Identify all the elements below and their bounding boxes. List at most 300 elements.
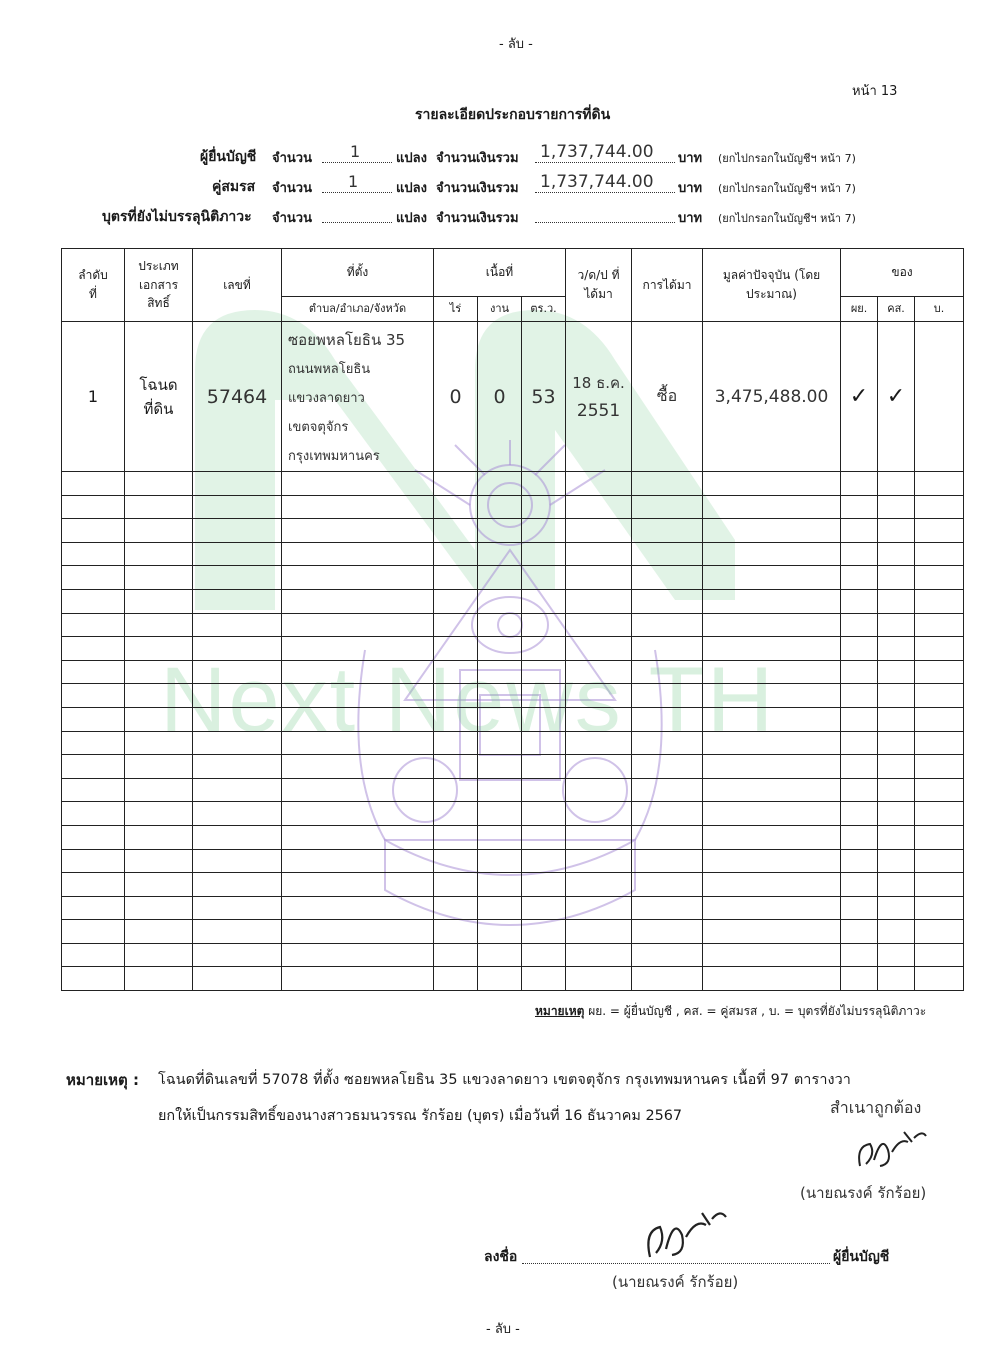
table-cell-empty	[703, 825, 841, 849]
table-cell-empty	[434, 707, 478, 731]
table-cell-empty	[915, 967, 964, 991]
table-cell-empty	[434, 731, 478, 755]
table-cell-empty	[566, 566, 632, 590]
location-line: กรุงเทพมหานคร	[288, 449, 380, 464]
certify-name: (นายณรงค์ รักร้อย)	[800, 1184, 927, 1202]
table-cell-empty	[478, 967, 522, 991]
table-cell-empty	[478, 613, 522, 637]
table-cell-empty	[434, 519, 478, 543]
table-cell-empty	[841, 778, 878, 802]
table-cell-empty	[566, 920, 632, 944]
table-cell-empty	[125, 967, 193, 991]
table-cell-empty	[703, 849, 841, 873]
table-cell-empty	[566, 778, 632, 802]
table-cell-empty	[841, 495, 878, 519]
table-cell-empty	[703, 684, 841, 708]
table-cell-empty	[632, 519, 703, 543]
table-cell-empty	[566, 660, 632, 684]
classification-top: - ลับ -	[499, 37, 533, 52]
table-cell-empty	[878, 849, 915, 873]
row-rai: 0	[434, 322, 478, 472]
table-cell-empty	[915, 613, 964, 637]
table-cell-empty	[62, 755, 125, 779]
table-cell-empty	[125, 943, 193, 967]
table-cell-empty	[878, 967, 915, 991]
table-cell-empty	[522, 613, 566, 637]
summary-note: (ยกไปกรอกในบัญชีฯ หน้า 7)	[718, 182, 856, 195]
table-cell-empty	[62, 542, 125, 566]
summary-total: 1,737,744.00	[540, 172, 654, 192]
table-cell-empty	[878, 707, 915, 731]
table-cell-empty	[478, 589, 522, 613]
table-cell-empty	[915, 472, 964, 496]
header-owner-self: ผย.	[841, 297, 878, 322]
table-cell-empty	[125, 684, 193, 708]
table-cell-empty	[632, 707, 703, 731]
sign-name: (นายณรงค์ รักร้อย)	[612, 1273, 739, 1291]
table-cell-empty	[125, 495, 193, 519]
remark-line-2: ยกให้เป็นกรรมสิทธิ์ของนางสาวธมนวรรณ รักร้อย (บุตร) เมื่อวันที่ 16 ธันวาคม 2567	[158, 1108, 683, 1124]
table-row-empty	[62, 896, 964, 920]
table-cell-empty	[703, 472, 841, 496]
table-cell-empty	[703, 778, 841, 802]
table-cell-empty	[841, 967, 878, 991]
summary-count-label: จำนวน	[272, 181, 312, 196]
table-cell-empty	[703, 613, 841, 637]
table-row-empty	[62, 472, 964, 496]
table-cell-empty	[522, 778, 566, 802]
table-cell-empty	[478, 542, 522, 566]
table-cell-empty	[193, 495, 282, 519]
table-cell-empty	[703, 731, 841, 755]
table-cell-empty	[62, 849, 125, 873]
table-cell-empty	[282, 825, 434, 849]
table-cell-empty	[125, 849, 193, 873]
table-cell-empty	[193, 943, 282, 967]
sign-label: ลงชื่อ	[484, 1249, 518, 1265]
table-cell-empty	[632, 920, 703, 944]
classification-bottom: - ลับ -	[486, 1322, 520, 1337]
table-cell-empty	[62, 967, 125, 991]
header-no: ลำดับ ที่	[62, 249, 125, 322]
header-owner-child: บ.	[915, 297, 964, 322]
table-cell-empty	[522, 589, 566, 613]
table-cell-empty	[193, 542, 282, 566]
table-cell-empty	[878, 637, 915, 661]
table-cell-empty	[841, 660, 878, 684]
row-wa: 53	[522, 322, 566, 472]
table-cell-empty	[915, 755, 964, 779]
empty-rows	[62, 472, 964, 991]
table-cell-empty	[282, 873, 434, 897]
table-cell-empty	[566, 637, 632, 661]
table-cell-empty	[566, 849, 632, 873]
table-cell-empty	[632, 495, 703, 519]
table-cell-empty	[632, 967, 703, 991]
summary-total-label: จำนวนเงินรวม	[436, 211, 519, 226]
table-cell-empty	[915, 684, 964, 708]
table-cell-empty	[478, 472, 522, 496]
table-row-empty	[62, 589, 964, 613]
table-cell-empty	[282, 967, 434, 991]
header-owner: ของ	[841, 249, 964, 297]
table-cell-empty	[478, 519, 522, 543]
table-cell-empty	[125, 660, 193, 684]
table-cell-empty	[434, 472, 478, 496]
table-cell-empty	[632, 566, 703, 590]
summary-note: (ยกไปกรอกในบัญชีฯ หน้า 7)	[718, 152, 856, 165]
table-cell-empty	[62, 589, 125, 613]
table-cell-empty	[193, 637, 282, 661]
table-cell-empty	[193, 873, 282, 897]
table-cell-empty	[478, 684, 522, 708]
table-cell-empty	[478, 896, 522, 920]
table-cell-empty	[125, 825, 193, 849]
table-cell-empty	[915, 519, 964, 543]
table-cell-empty	[125, 778, 193, 802]
table-cell-empty	[282, 660, 434, 684]
table-cell-empty	[193, 778, 282, 802]
table-cell-empty	[125, 472, 193, 496]
table-cell-empty	[282, 684, 434, 708]
table-cell-empty	[703, 920, 841, 944]
table-cell-empty	[841, 542, 878, 566]
table-cell-empty	[522, 472, 566, 496]
table-cell-empty	[478, 849, 522, 873]
table-cell-empty	[125, 873, 193, 897]
summary-unit: แปลง	[396, 181, 427, 196]
table-cell-empty	[878, 731, 915, 755]
table-cell-empty	[878, 943, 915, 967]
table-cell-empty	[434, 613, 478, 637]
table-cell-empty	[566, 896, 632, 920]
table-cell-empty	[841, 472, 878, 496]
table-cell-empty	[282, 613, 434, 637]
table-cell-empty	[434, 920, 478, 944]
table-cell-empty	[434, 825, 478, 849]
table-cell-empty	[282, 755, 434, 779]
table-cell-empty	[915, 778, 964, 802]
table-cell-empty	[522, 896, 566, 920]
table-cell-empty	[522, 967, 566, 991]
table-cell-empty	[125, 896, 193, 920]
table-row-empty	[62, 825, 964, 849]
table-cell-empty	[566, 472, 632, 496]
table-cell-empty	[62, 495, 125, 519]
legend-text: ผย. = ผู้ยื่นบัญชี , คส. = คู่สมรส , บ. = บุตรที่ยังไม่บรรลุนิติภาวะ	[588, 1004, 927, 1018]
row-acquire: ซื้อ	[632, 322, 703, 472]
table-cell-empty	[62, 637, 125, 661]
table-cell-empty	[62, 684, 125, 708]
table-cell-empty	[703, 495, 841, 519]
table-cell-empty	[522, 566, 566, 590]
table-cell-empty	[915, 707, 964, 731]
header-area-ngan: งาน	[478, 297, 522, 322]
table-cell-empty	[632, 472, 703, 496]
summary-total-label: จำนวนเงินรวม	[436, 181, 519, 196]
table-cell-empty	[434, 896, 478, 920]
table-cell-empty	[522, 802, 566, 826]
table-cell-empty	[878, 873, 915, 897]
table-cell-empty	[478, 731, 522, 755]
table-cell-empty	[478, 755, 522, 779]
summary-label: คู่สมรส	[212, 179, 256, 195]
table-cell-empty	[434, 943, 478, 967]
table-cell-empty	[566, 613, 632, 637]
table-cell-empty	[703, 967, 841, 991]
row-location	[282, 322, 434, 472]
table-cell-empty	[566, 967, 632, 991]
table-cell-empty	[193, 825, 282, 849]
table-cell-empty	[193, 566, 282, 590]
table-cell-empty	[193, 896, 282, 920]
table-cell-empty	[703, 566, 841, 590]
table-cell-empty	[915, 731, 964, 755]
table-cell-empty	[522, 542, 566, 566]
table-cell-empty	[434, 660, 478, 684]
table-cell-empty	[878, 613, 915, 637]
table-cell-empty	[632, 943, 703, 967]
summary-note: (ยกไปกรอกในบัญชีฯ หน้า 7)	[718, 212, 856, 225]
table-cell-empty	[193, 967, 282, 991]
table-cell-empty	[125, 920, 193, 944]
table-cell-empty	[878, 802, 915, 826]
table-cell-empty	[434, 684, 478, 708]
table-cell-empty	[434, 755, 478, 779]
signature-image	[640, 1195, 730, 1265]
table-row-empty	[62, 495, 964, 519]
table-cell-empty	[522, 755, 566, 779]
table-cell-empty	[62, 707, 125, 731]
summary-currency: บาท	[678, 181, 703, 196]
summary-total: 1,737,744.00	[540, 142, 654, 162]
table-cell-empty	[434, 495, 478, 519]
table-cell-empty	[125, 589, 193, 613]
table-cell-empty	[878, 778, 915, 802]
table-cell-empty	[434, 873, 478, 897]
header-acquire: การได้มา	[632, 249, 703, 322]
table-cell-empty	[193, 920, 282, 944]
table-row-empty	[62, 660, 964, 684]
header-doc-type: ประเภท เอกสาร สิทธิ์	[125, 249, 193, 322]
table-row-empty	[62, 755, 964, 779]
table-cell-empty	[193, 519, 282, 543]
table-cell-empty	[125, 637, 193, 661]
table-cell-empty	[915, 589, 964, 613]
table-cell-empty	[434, 967, 478, 991]
table-cell-empty	[632, 825, 703, 849]
table-cell-empty	[62, 825, 125, 849]
table-cell-empty	[62, 731, 125, 755]
table-cell-empty	[566, 707, 632, 731]
table-cell-empty	[478, 778, 522, 802]
header-area: เนื้อที่	[434, 249, 566, 297]
table-row-empty	[62, 920, 964, 944]
table-cell-empty	[434, 637, 478, 661]
table-cell-empty	[841, 684, 878, 708]
table-cell-empty	[62, 472, 125, 496]
table-cell-empty	[841, 755, 878, 779]
table-cell-empty	[841, 802, 878, 826]
table-cell-empty	[632, 589, 703, 613]
summary-count-label: จำนวน	[272, 151, 312, 166]
table-cell-empty	[282, 731, 434, 755]
table-cell-empty	[282, 637, 434, 661]
table-cell-empty	[632, 613, 703, 637]
table-cell-empty	[703, 660, 841, 684]
table-cell-empty	[193, 589, 282, 613]
table-cell-empty	[125, 731, 193, 755]
table-cell-empty	[632, 684, 703, 708]
row-ngan: 0	[478, 322, 522, 472]
table-cell-empty	[703, 637, 841, 661]
table-cell-empty	[62, 566, 125, 590]
check-icon: ✓	[841, 322, 878, 472]
header-location-sub: ตำบล/อำเภอ/จังหวัด	[282, 297, 434, 322]
table-cell-empty	[522, 637, 566, 661]
table-cell-empty	[62, 896, 125, 920]
table-cell-empty	[434, 566, 478, 590]
table-row	[62, 322, 964, 472]
table-cell-empty	[915, 566, 964, 590]
location-line: เขตจตุจักร	[288, 420, 349, 435]
table-row-empty	[62, 707, 964, 731]
table-cell-empty	[632, 778, 703, 802]
table-cell-empty	[62, 920, 125, 944]
table-cell-empty	[915, 849, 964, 873]
table-cell-empty	[434, 778, 478, 802]
summary-count-label: จำนวน	[272, 211, 312, 226]
table-cell-empty	[915, 495, 964, 519]
table-cell-empty	[193, 802, 282, 826]
table-cell-empty	[632, 896, 703, 920]
table-cell-empty	[193, 684, 282, 708]
table-cell-empty	[282, 802, 434, 826]
table-cell-empty	[522, 707, 566, 731]
table-row-empty	[62, 731, 964, 755]
table-row-empty	[62, 613, 964, 637]
table-cell-empty	[125, 755, 193, 779]
certify-signature	[852, 1120, 932, 1176]
table-legend	[535, 1002, 926, 1021]
table-cell-empty	[282, 519, 434, 543]
table-cell-empty	[566, 589, 632, 613]
header-area-wa: ตร.ว.	[522, 297, 566, 322]
table-row-empty	[62, 519, 964, 543]
table-row-empty	[62, 849, 964, 873]
table-cell-empty	[282, 920, 434, 944]
table-cell-empty	[566, 731, 632, 755]
row-value: 3,475,488.00	[703, 322, 841, 472]
table-row-empty	[62, 542, 964, 566]
table-cell-empty	[703, 519, 841, 543]
table-cell-empty	[193, 707, 282, 731]
table-cell-empty	[632, 637, 703, 661]
table-cell-empty	[566, 825, 632, 849]
summary-label: บุตรที่ยังไม่บรรลุนิติภาวะ	[102, 209, 252, 225]
table-row-empty	[62, 873, 964, 897]
summary-currency: บาท	[678, 151, 703, 166]
table-cell-empty	[522, 731, 566, 755]
table-cell-empty	[62, 802, 125, 826]
table-cell-empty	[632, 802, 703, 826]
table-cell-empty	[478, 660, 522, 684]
table-cell-empty	[125, 707, 193, 731]
table-cell-empty	[878, 755, 915, 779]
table-cell-empty	[282, 472, 434, 496]
table-cell-empty	[282, 778, 434, 802]
table-cell-empty	[282, 849, 434, 873]
table-cell-empty	[841, 613, 878, 637]
table-cell-empty	[878, 589, 915, 613]
table-cell-empty	[62, 613, 125, 637]
table-row-empty	[62, 778, 964, 802]
table-cell-empty	[193, 849, 282, 873]
table-cell-empty	[841, 943, 878, 967]
table-cell-empty	[841, 519, 878, 543]
table-cell-empty	[478, 566, 522, 590]
table-cell-empty	[434, 849, 478, 873]
table-cell-empty	[566, 943, 632, 967]
table-cell-empty	[878, 684, 915, 708]
table-cell-empty	[522, 660, 566, 684]
row-date-day-month: 18 ธ.ค.	[572, 373, 625, 392]
table-cell-empty	[841, 731, 878, 755]
table-cell-empty	[915, 637, 964, 661]
table-cell-empty	[632, 660, 703, 684]
table-cell-empty	[878, 495, 915, 519]
table-cell-empty	[632, 873, 703, 897]
table-row-empty	[62, 684, 964, 708]
table-cell-empty	[522, 849, 566, 873]
table-cell-empty	[915, 943, 964, 967]
table-cell-empty	[193, 472, 282, 496]
table-cell-empty	[193, 731, 282, 755]
table-cell-empty	[915, 920, 964, 944]
table-cell-empty	[522, 684, 566, 708]
table-row-empty	[62, 566, 964, 590]
summary-currency: บาท	[678, 211, 703, 226]
summary-label: ผู้ยื่นบัญชี	[200, 149, 257, 165]
table-cell-empty	[125, 802, 193, 826]
location-line: ถนนพหลโยธิน	[288, 362, 371, 377]
table-cell-empty	[478, 637, 522, 661]
location-line: ซอยพหลโยธิน 35	[288, 331, 406, 349]
table-cell-empty	[478, 495, 522, 519]
row-doc-no: 57464	[193, 322, 282, 472]
table-cell-empty	[478, 802, 522, 826]
table-cell-empty	[878, 542, 915, 566]
table-cell-empty	[632, 542, 703, 566]
table-cell-empty	[841, 637, 878, 661]
table-cell-empty	[841, 589, 878, 613]
table-cell-empty	[915, 542, 964, 566]
table-cell-empty	[566, 873, 632, 897]
table-cell-empty	[125, 519, 193, 543]
table-cell-empty	[282, 495, 434, 519]
watermark-text: Next News TH	[160, 649, 776, 751]
table-cell-empty	[703, 943, 841, 967]
table-cell-empty	[703, 873, 841, 897]
remark-line-1: โฉนดที่ดินเลขที่ 57078 ที่ตั้ง ซอยพหลโยธิน 35 แขวงลาดยาว เขตจตุจักร กรุงเทพมหานคร เนื้อที่ 97 ตารางวา	[158, 1072, 851, 1088]
table-cell-empty	[478, 707, 522, 731]
table-row-empty	[62, 943, 964, 967]
table-cell-empty	[915, 825, 964, 849]
table-cell-empty	[878, 896, 915, 920]
table-cell-empty	[478, 920, 522, 944]
table-cell-empty	[282, 943, 434, 967]
table-cell-empty	[878, 519, 915, 543]
